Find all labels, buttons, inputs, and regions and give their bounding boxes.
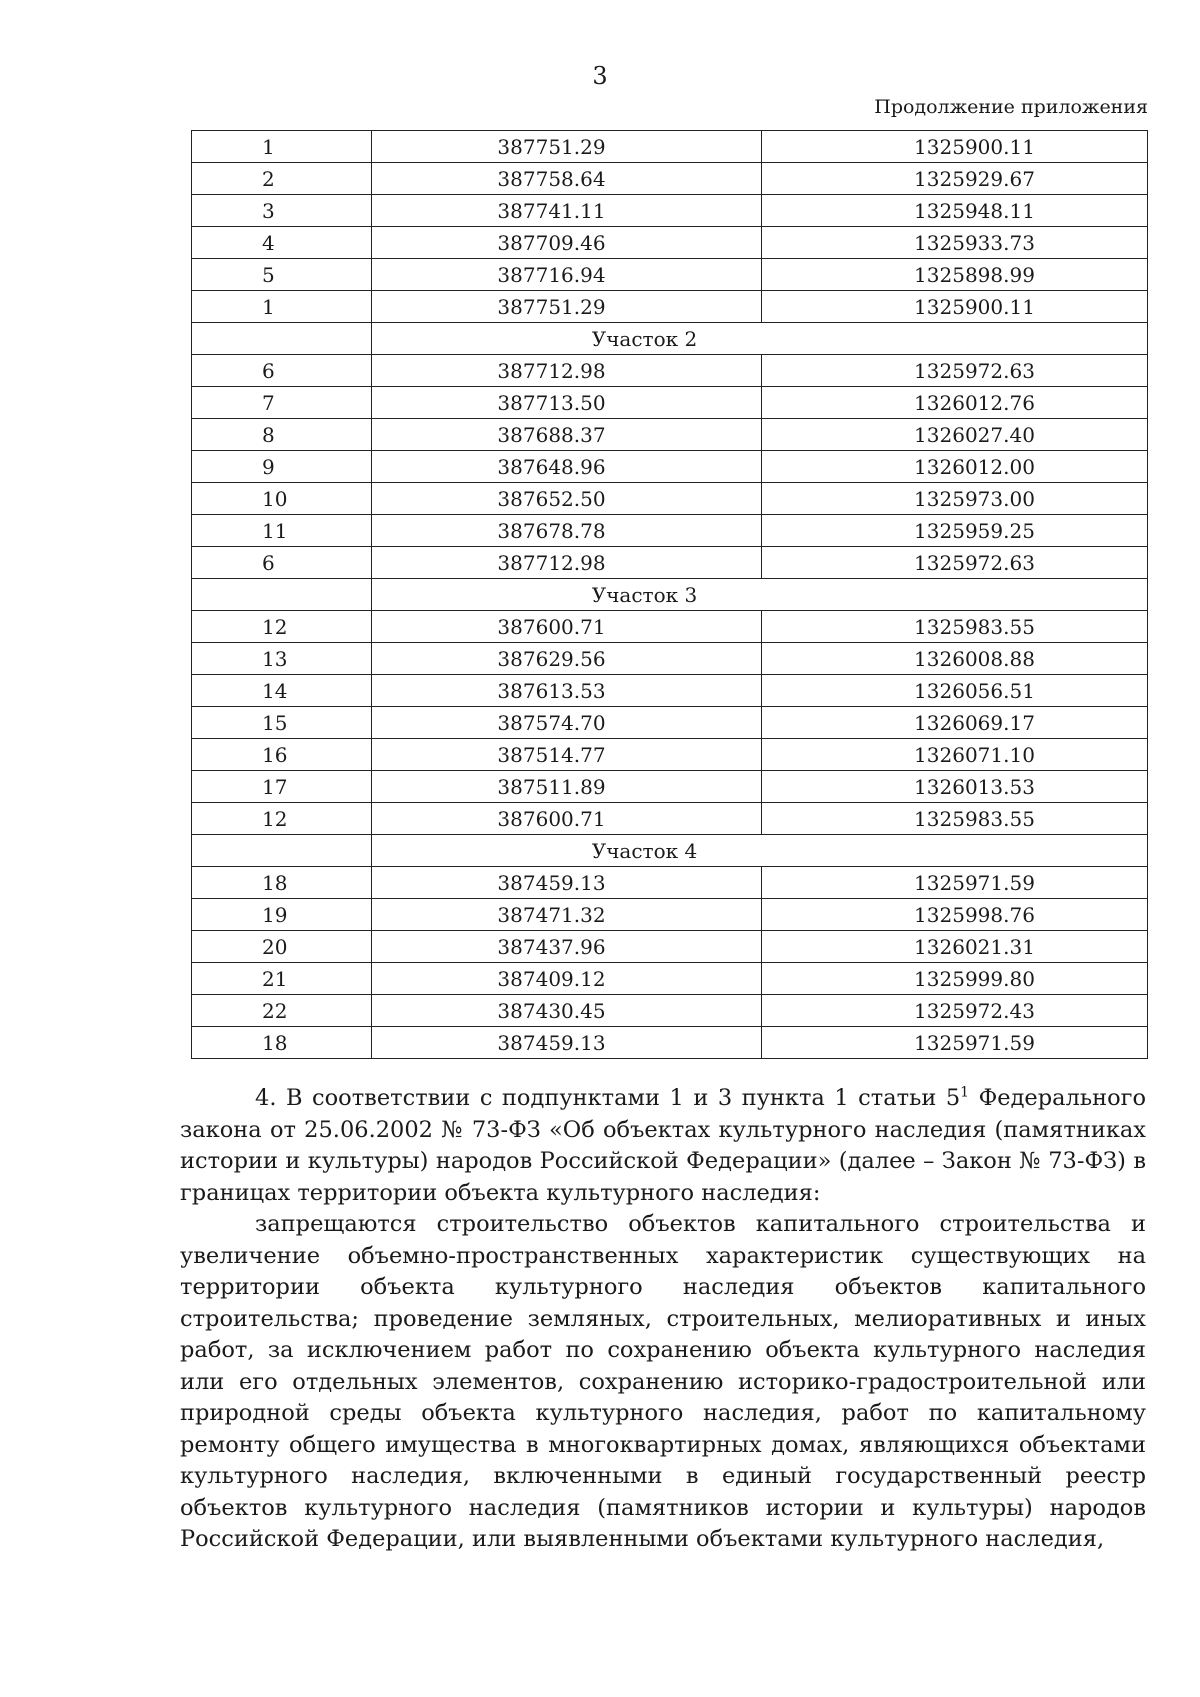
point-number-cell: 20: [192, 931, 372, 963]
paragraph-4-text-start: 4. В соответствии с подпунктами 1 и 3 пункта 1 статьи 5: [255, 1085, 961, 1111]
point-number-cell: 10: [192, 483, 372, 515]
point-number-cell: 4: [192, 227, 372, 259]
x-coordinate-cell: 387514.77: [372, 739, 762, 771]
y-coordinate-cell: 1325948.11: [762, 195, 1148, 227]
table-row: [192, 355, 1148, 387]
table-row: [192, 771, 1148, 803]
x-coordinate-cell: 387751.29: [372, 131, 762, 163]
x-coordinate-cell: 387600.71: [372, 803, 762, 835]
section-header-row: [192, 579, 1148, 611]
y-coordinate-cell: 1325900.11: [762, 291, 1148, 323]
x-coordinate-cell: 387629.56: [372, 643, 762, 675]
x-coordinate-cell: 387652.50: [372, 483, 762, 515]
y-coordinate-cell: 1326013.53: [762, 771, 1148, 803]
y-coordinate-cell: 1325898.99: [762, 259, 1148, 291]
x-coordinate-cell: 387511.89: [372, 771, 762, 803]
point-number-cell: 12: [192, 803, 372, 835]
x-coordinate-cell: 387712.98: [372, 547, 762, 579]
coordinates-table-body: [192, 131, 1148, 1059]
y-coordinate-cell: 1325971.59: [762, 1027, 1148, 1059]
x-coordinate-cell: 387648.96: [372, 451, 762, 483]
y-coordinate-cell: 1326008.88: [762, 643, 1148, 675]
table-row: [192, 899, 1148, 931]
point-number-cell: 2: [192, 163, 372, 195]
section-empty-cell: [192, 579, 372, 611]
x-coordinate-cell: 387741.11: [372, 195, 762, 227]
coordinates-table: [191, 130, 1148, 1059]
x-coordinate-cell: 387600.71: [372, 611, 762, 643]
point-number-cell: 7: [192, 387, 372, 419]
x-coordinate-cell: 387709.46: [372, 227, 762, 259]
table-row: [192, 547, 1148, 579]
point-number-cell: 15: [192, 707, 372, 739]
x-coordinate-cell: 387471.32: [372, 899, 762, 931]
x-coordinate-cell: 387574.70: [372, 707, 762, 739]
point-number-cell: 13: [192, 643, 372, 675]
point-number-cell: 1: [192, 291, 372, 323]
paragraph-prohibitions: запрещаются строительство объектов капитального строительства и увеличение объемно-пространственных характеристик существующих на территории объекта культурного наследия объектов капитального строительства; проведение земляных, строительных, мелиоративных и иных работ, за исключением работ по сохранению объекта культурного наследия или его отдельных элементов, сохранению историко-градостроительной или природной среды объекта культурного наследия, работ по капитальному ремонту общего имущества в многоквартирных домах, являющихся объектами культурного наследия, включенными в единый государственный реестр объектов культурного наследия (памятников истории и культуры) народов Российской Федерации, или выявленными объектами культурного наследия,: [180, 1211, 1146, 1552]
x-coordinate-cell: 387758.64: [372, 163, 762, 195]
point-number-cell: 17: [192, 771, 372, 803]
y-coordinate-cell: 1326069.17: [762, 707, 1148, 739]
y-coordinate-cell: 1325971.59: [762, 867, 1148, 899]
page-number: 3: [592, 62, 608, 90]
section-empty-cell: [192, 323, 372, 355]
x-coordinate-cell: 387716.94: [372, 259, 762, 291]
table-row: [192, 451, 1148, 483]
x-coordinate-cell: 387459.13: [372, 867, 762, 899]
section-label: Участок 3: [372, 579, 1148, 611]
article-superscript: 1: [960, 1084, 970, 1101]
point-number-cell: 8: [192, 419, 372, 451]
table-row: [192, 675, 1148, 707]
y-coordinate-cell: 1325972.63: [762, 547, 1148, 579]
table-row: [192, 931, 1148, 963]
point-number-cell: 1: [192, 131, 372, 163]
y-coordinate-cell: 1325972.43: [762, 995, 1148, 1027]
table-row: [192, 643, 1148, 675]
x-coordinate-cell: 387678.78: [372, 515, 762, 547]
table-row: [192, 995, 1148, 1027]
x-coordinate-cell: 387459.13: [372, 1027, 762, 1059]
point-number-cell: 19: [192, 899, 372, 931]
section-label: Участок 4: [372, 835, 1148, 867]
x-coordinate-cell: 387751.29: [372, 291, 762, 323]
y-coordinate-cell: 1325983.55: [762, 803, 1148, 835]
table-row: [192, 483, 1148, 515]
y-coordinate-cell: 1325998.76: [762, 899, 1148, 931]
table-row: [192, 803, 1148, 835]
point-number-cell: 22: [192, 995, 372, 1027]
y-coordinate-cell: 1325999.80: [762, 963, 1148, 995]
table-row: [192, 195, 1148, 227]
table-row: [192, 867, 1148, 899]
x-coordinate-cell: 387430.45: [372, 995, 762, 1027]
section-empty-cell: [192, 835, 372, 867]
y-coordinate-cell: 1325900.11: [762, 131, 1148, 163]
y-coordinate-cell: 1326056.51: [762, 675, 1148, 707]
point-number-cell: 11: [192, 515, 372, 547]
y-coordinate-cell: 1325959.25: [762, 515, 1148, 547]
point-number-cell: 18: [192, 867, 372, 899]
table-row: [192, 739, 1148, 771]
table-row: [192, 259, 1148, 291]
table-row: [192, 707, 1148, 739]
y-coordinate-cell: 1325972.63: [762, 355, 1148, 387]
y-coordinate-cell: 1326027.40: [762, 419, 1148, 451]
point-number-cell: 5: [192, 259, 372, 291]
point-number-cell: 3: [192, 195, 372, 227]
table-row: [192, 387, 1148, 419]
point-number-cell: 6: [192, 547, 372, 579]
table-row: [192, 163, 1148, 195]
y-coordinate-cell: 1326012.00: [762, 451, 1148, 483]
table-row: [192, 419, 1148, 451]
point-number-cell: 12: [192, 611, 372, 643]
section-header-row: [192, 835, 1148, 867]
point-number-cell: 6: [192, 355, 372, 387]
table-row: [192, 227, 1148, 259]
y-coordinate-cell: 1326012.76: [762, 387, 1148, 419]
x-coordinate-cell: 387688.37: [372, 419, 762, 451]
section-label: Участок 2: [372, 323, 1148, 355]
paragraph-4-text-end: Федерального закона от 25.06.2002 № 73-ФЗ «Об объектах культурного наследия (памятниках истории и культуры) народов Российской Федерации» (далее – Закон № 73-ФЗ) в границах территории объекта культурного наследия:: [180, 1085, 1146, 1206]
x-coordinate-cell: 387712.98: [372, 355, 762, 387]
paragraph-article-4: [180, 1083, 1146, 1209]
section-header-row: [192, 323, 1148, 355]
y-coordinate-cell: 1326021.31: [762, 931, 1148, 963]
table-row: [192, 291, 1148, 323]
table-row: [192, 131, 1148, 163]
x-coordinate-cell: 387437.96: [372, 931, 762, 963]
continuation-label: Продолжение приложения: [874, 96, 1148, 118]
point-number-cell: 9: [192, 451, 372, 483]
table-row: [192, 963, 1148, 995]
point-number-cell: 21: [192, 963, 372, 995]
y-coordinate-cell: 1325933.73: [762, 227, 1148, 259]
x-coordinate-cell: 387613.53: [372, 675, 762, 707]
y-coordinate-cell: 1325983.55: [762, 611, 1148, 643]
x-coordinate-cell: 387409.12: [372, 963, 762, 995]
document-text: [180, 1083, 1146, 1556]
point-number-cell: 14: [192, 675, 372, 707]
x-coordinate-cell: 387713.50: [372, 387, 762, 419]
y-coordinate-cell: 1326071.10: [762, 739, 1148, 771]
table-row: [192, 1027, 1148, 1059]
point-number-cell: 18: [192, 1027, 372, 1059]
point-number-cell: 16: [192, 739, 372, 771]
table-row: [192, 611, 1148, 643]
y-coordinate-cell: 1325929.67: [762, 163, 1148, 195]
table-row: [192, 515, 1148, 547]
y-coordinate-cell: 1325973.00: [762, 483, 1148, 515]
